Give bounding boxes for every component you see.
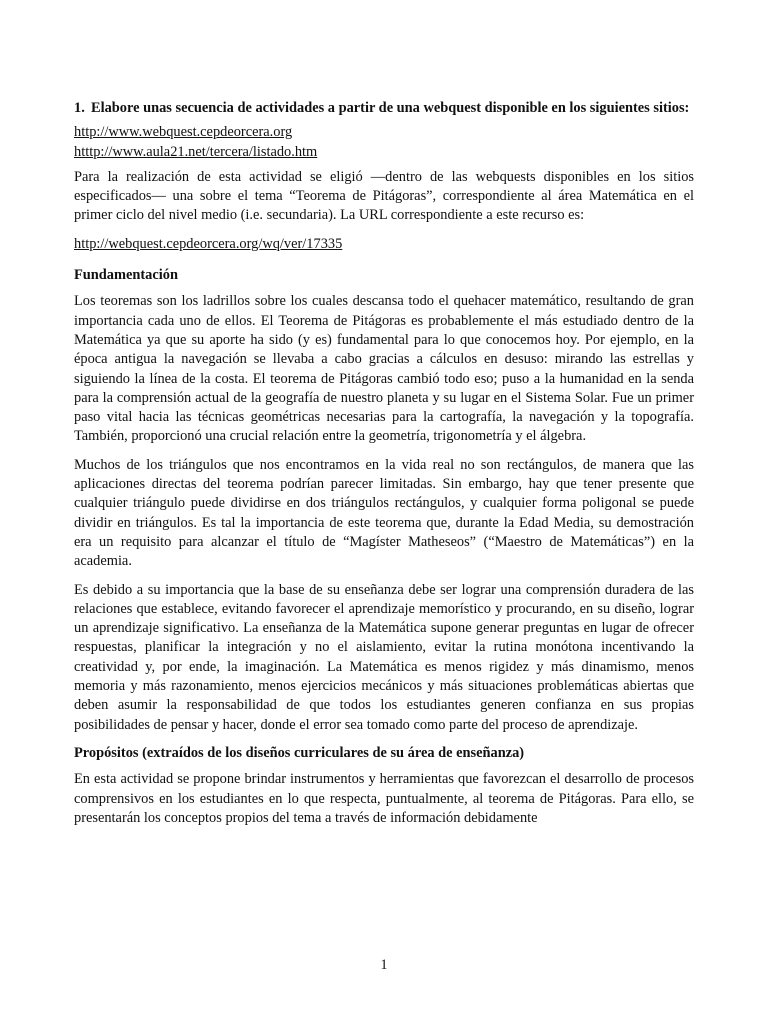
fundamentacion-paragraph-2: Muchos de los triángulos que nos encontramos en la vida real no son rectángulos, de manera que las aplicaciones directas del teorema podrían parecer limitadas. Sin embargo, hay que tener presente que cualquier triángulo puede dividirse en dos triángulos rectángulos, y cualquier forma poligonal se puede dividir en triángulos. Es tal la importancia de este teorema que, durante la Edad Media, su demostración era un requisito para alcanzar el título de “Magíster Matheseos” (“Maestro de Matemáticas”) en la academia. [74, 456, 694, 570]
heading-text: Elabore unas secuencia de actividades a partir de una webquest disponible en los siguientes sitios: [91, 100, 690, 116]
aula21-link[interactable]: htttp://www.aula21.net/tercera/listado.htm [74, 143, 318, 160]
resource-url-link[interactable]: http://webquest.cepdeorcera.org/wq/ver/17335 [74, 235, 343, 252]
heading-number: 1. [74, 100, 85, 116]
page-number: 1 [380, 957, 388, 973]
propositos-paragraph: En esta actividad se propone brindar instrumentos y herramientas que favorezcan el desarrollo de procesos comprensivos en los estudiantes en lo que respecta, puntualmente, al teorema de Pitágoras. Para ello, se presentarán los conceptos propios del tema a través de información debidamente [74, 771, 694, 826]
resource-url-line [74, 235, 694, 254]
activity-heading [74, 99, 694, 118]
propositos-title: Propósitos (extraídos de los diseños curriculares de su área de enseñanza) [74, 744, 525, 761]
fundamentacion-title: Fundamentación [74, 267, 178, 284]
fundamentacion-paragraph-1: Los teoremas son los ladrillos sobre los cuales descansa todo el quehacer matemático, resultando de gran importancia cada uno de ellos. El Teorema de Pitágoras es probablemente el más estudiado dentro de la Matemática ya que su aporte ha sido (y es) fundamental para lo que conocemos hoy. Por ejemplo, en la época antigua la navegación se llevaba a cabo gracias a cálculos en desuso: mirando las estrellas y siguiendo la línea de la costa. El teorema de Pitágoras cambió todo eso; puso a la humanidad en la senda para la comprensión actual de la geografía de nuestro planeta y su lugar en el Sistema Solar. Fue un primer paso vital hacia las técnicas geométricas necesarias para la cartografía, la navegación y la topografía. También, proporcionó una crucial relación entre la geometría, trigonometría y el álgebra. [74, 293, 694, 445]
intro-paragraph: Para la realización de esta actividad se eligió —dentro de las webquests disponibles en los sitios especificados— una sobre el tema “Teorema de Pitágoras”, correspondiente al área Matemática en el primer ciclo del nivel medio (i.e. secundaria). La URL correspondiente a este recurso es: [74, 168, 694, 224]
document-page [74, 99, 694, 837]
webquest-cepdeorcera-link[interactable]: http://www.webquest.cepdeorcera.org [74, 124, 293, 141]
fundamentacion-paragraph-3: Es debido a su importancia que la base de su enseñanza debe ser lograr una comprensión duradera de las relaciones que establece, evitando favorecer el aprendizaje memorístico y procurando, en su diseño, lograr un aprendizaje significativo. La enseñanza de la Matemática supone generar preguntas en lugar de ofrecer respuestas, planificar la integración y no el aislamiento, evitar la rutina monótona incentivando la creatividad y, por ende, la imaginación. La Matemática es menos rigidez y más dinamismo, menos memoria y más razonamiento, menos ejercicios mecánicos y más situaciones problemáticas abiertas que deben asumir la responsabilidad de que todos los estudiantes generen confianza en sus propias posibilidades de pensar y hacer, donde el error sea tomado como parte del proceso de aprendizaje. [74, 581, 694, 733]
links-list [74, 123, 694, 162]
